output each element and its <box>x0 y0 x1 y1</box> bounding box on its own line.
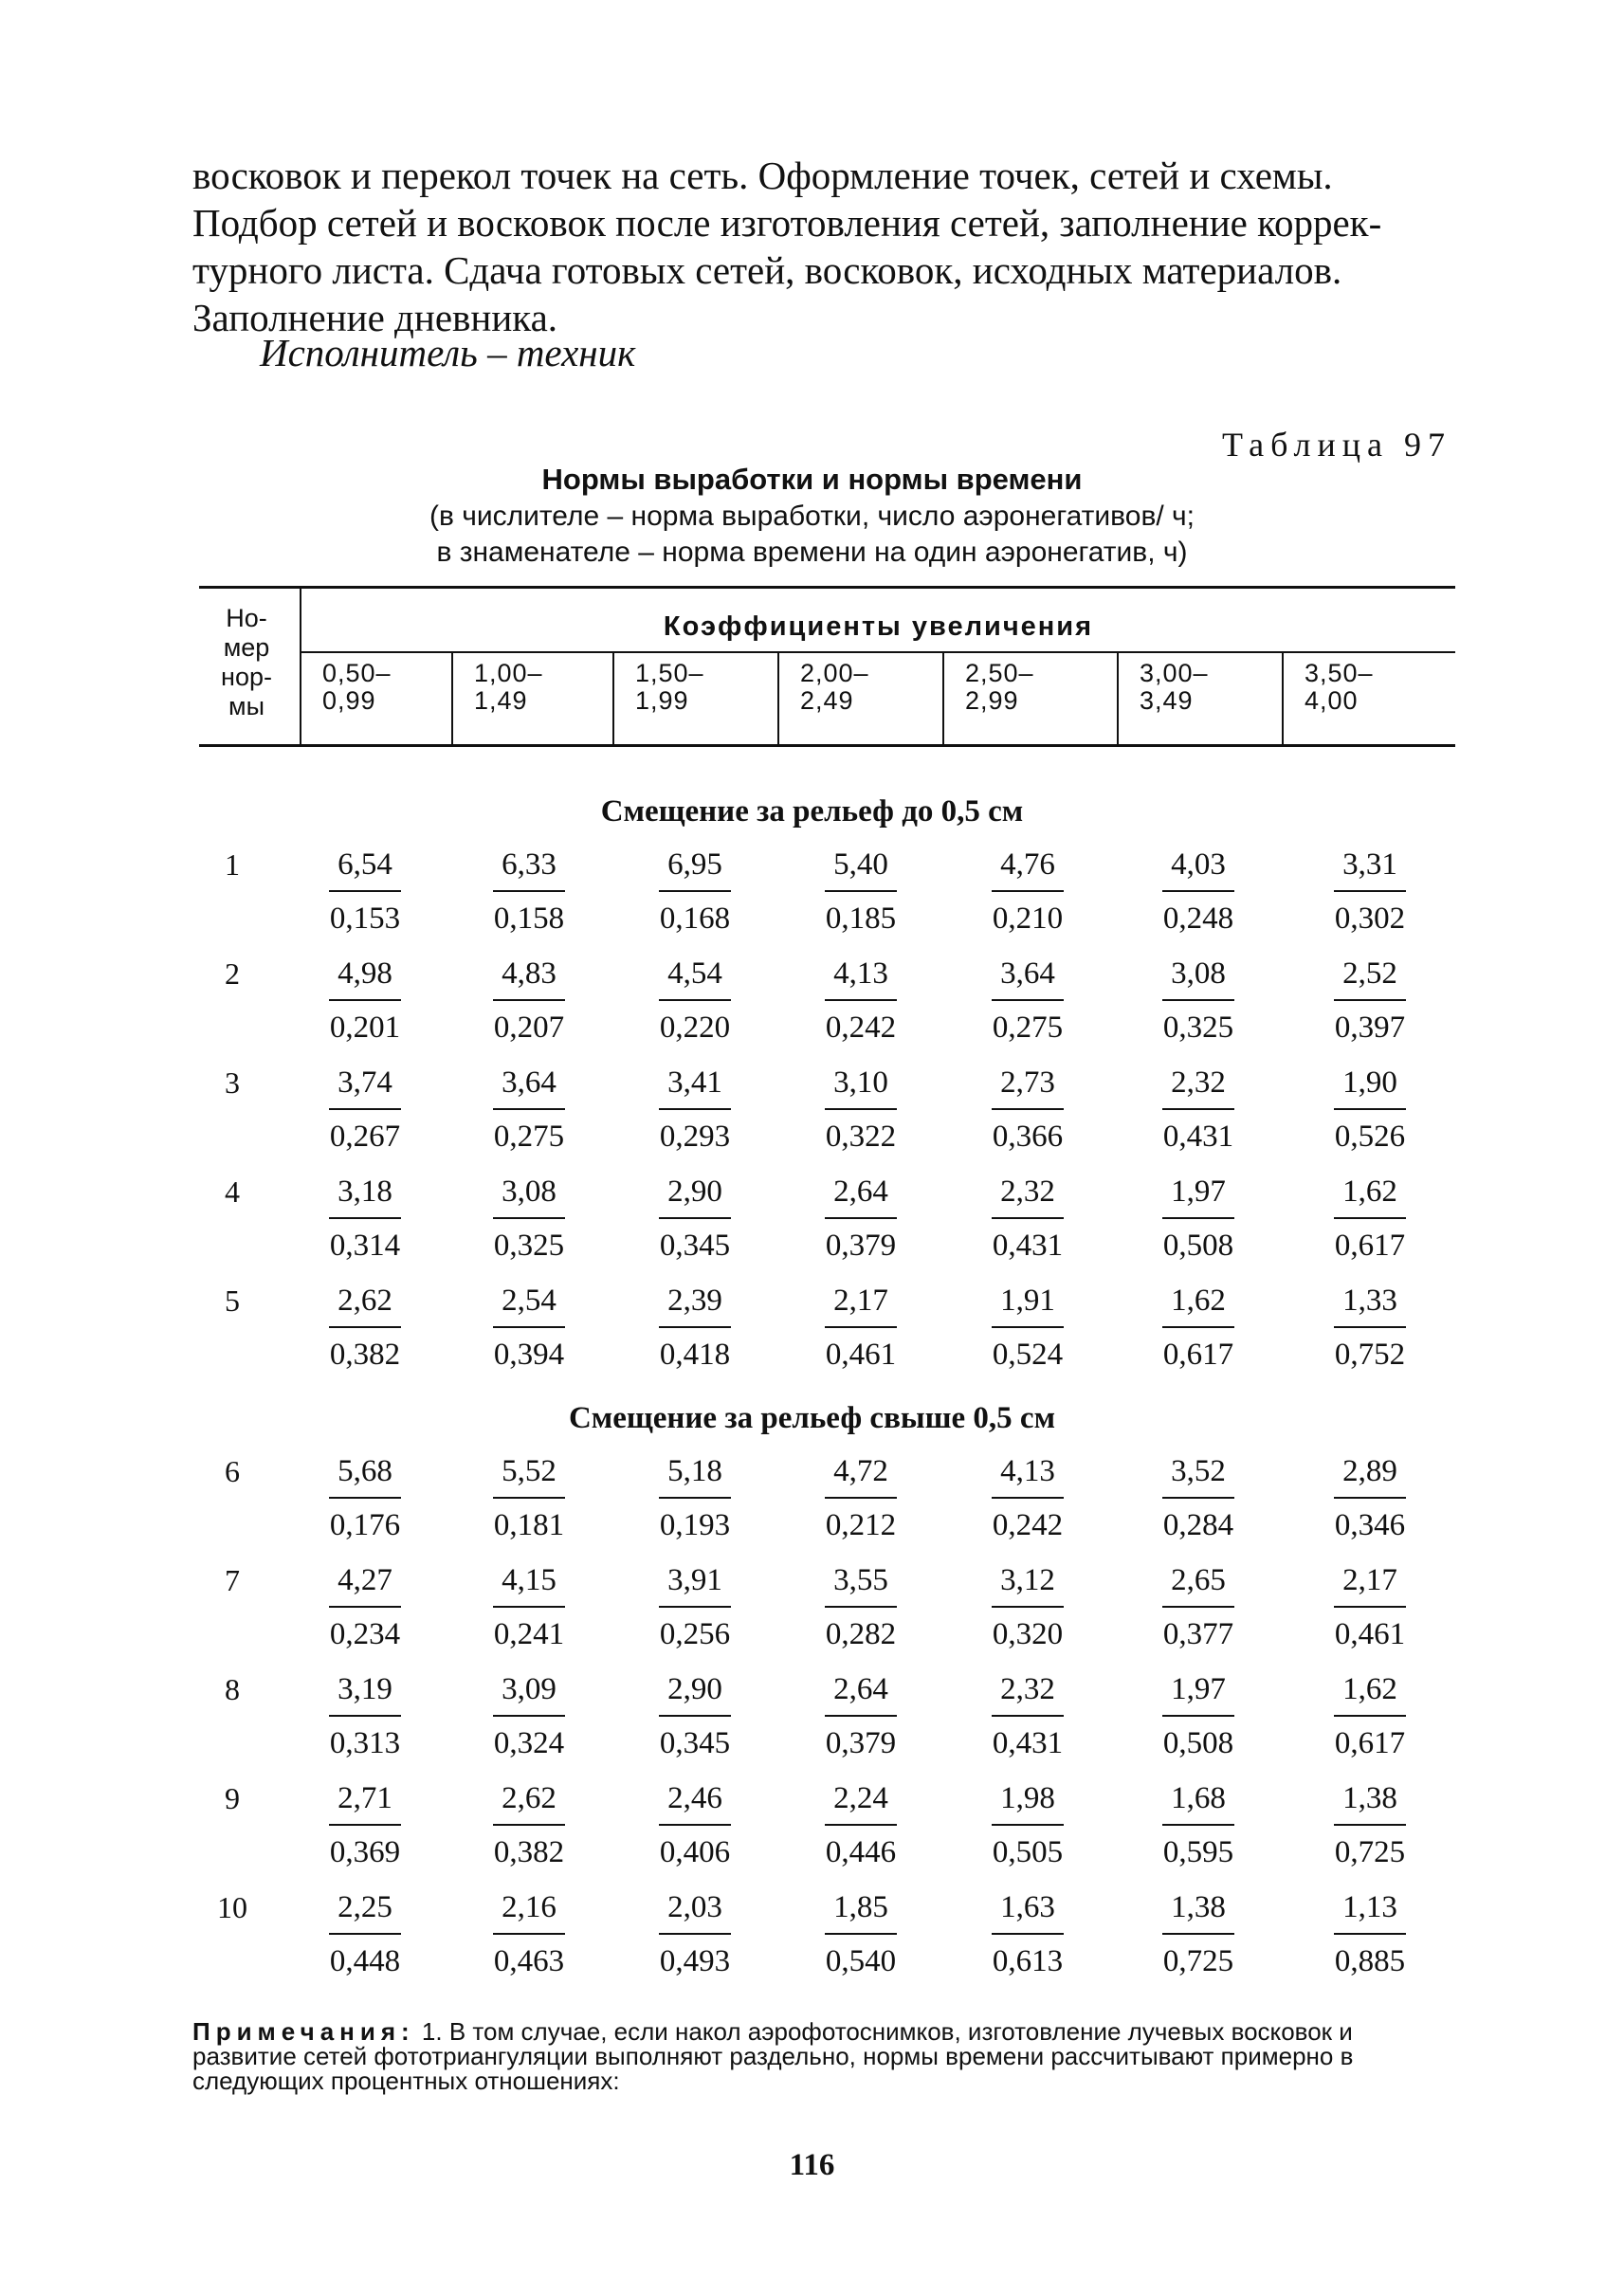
range-header: 3,00– 3,49 <box>1140 659 1209 715</box>
time-norm-value: 0,267 <box>329 1120 401 1154</box>
norm-fraction-cell <box>1318 847 1422 937</box>
norm-fraction-cell <box>976 1890 1080 1979</box>
time-norm-value: 0,185 <box>825 902 897 936</box>
output-rate-value: 1,38 <box>1171 1890 1226 1924</box>
norm-fraction-cell <box>477 847 581 937</box>
table-title: Нормы выработки и нормы времени <box>541 463 1083 496</box>
norm-fraction-cell <box>313 1284 417 1373</box>
table-subtitle: в знаменателе – норма времени на один аэронегатив, ч) <box>436 537 1188 568</box>
intro-line: турного листа. Сдача готовых сетей, восковок, исходных материалов. <box>192 248 1342 292</box>
norm-fraction-cell <box>477 1284 581 1373</box>
norm-fraction-cell <box>1318 1066 1422 1155</box>
norm-fraction-cell <box>643 1175 747 1264</box>
range-header: 3,50– 4,00 <box>1305 659 1374 715</box>
norm-number: 7 <box>225 1563 240 1597</box>
time-norm-value: 0,613 <box>992 1944 1064 1978</box>
norm-fraction-cell <box>313 1672 417 1761</box>
time-norm-value: 0,345 <box>659 1726 731 1760</box>
time-norm-value: 0,505 <box>992 1835 1064 1869</box>
performer-line: Исполнитель – техник <box>260 331 636 374</box>
output-rate-value: 2,62 <box>502 1781 557 1815</box>
output-rate-value: 1,62 <box>1342 1175 1397 1209</box>
time-norm-value: 0,314 <box>329 1229 401 1263</box>
time-norm-value: 0,220 <box>659 1011 731 1045</box>
norm-fraction-cell <box>1146 1890 1250 1979</box>
time-norm-value: 0,461 <box>1334 1617 1406 1651</box>
output-rate-value: 2,62 <box>338 1284 392 1318</box>
norm-fraction-cell <box>1146 1066 1250 1155</box>
output-rate-value: 4,03 <box>1171 847 1226 882</box>
norm-fraction-cell <box>477 1563 581 1652</box>
output-rate-value: 3,91 <box>667 1563 722 1597</box>
output-rate-value: 2,46 <box>667 1781 722 1815</box>
output-rate-value: 1,97 <box>1171 1175 1226 1209</box>
time-norm-value: 0,345 <box>659 1229 731 1263</box>
norm-fraction-cell <box>1146 1175 1250 1264</box>
norm-fraction-cell <box>809 847 913 937</box>
time-norm-value: 0,346 <box>1334 1508 1406 1542</box>
output-rate-value: 3,18 <box>338 1175 392 1209</box>
output-rate-value: 2,17 <box>1342 1563 1397 1597</box>
output-rate-value: 4,98 <box>338 956 392 991</box>
output-rate-value: 1,97 <box>1171 1672 1226 1706</box>
output-rate-value: 1,38 <box>1342 1781 1397 1815</box>
norm-fraction-cell <box>477 1454 581 1543</box>
output-rate-value: 1,91 <box>1000 1284 1055 1318</box>
norm-fraction-cell <box>1318 1454 1422 1543</box>
output-rate-value: 4,54 <box>667 956 722 991</box>
output-rate-value: 3,64 <box>1000 956 1055 991</box>
output-rate-value: 1,98 <box>1000 1781 1055 1815</box>
output-rate-value: 3,74 <box>338 1066 392 1100</box>
time-norm-value: 0,176 <box>329 1508 401 1542</box>
output-rate-value: 3,19 <box>338 1672 392 1706</box>
time-norm-value: 0,617 <box>1334 1229 1406 1263</box>
time-norm-value: 0,193 <box>659 1508 731 1542</box>
norm-header-line: мер <box>223 633 270 662</box>
norm-number: 8 <box>225 1672 240 1706</box>
norm-fraction-cell <box>477 1672 581 1761</box>
time-norm-value: 0,446 <box>825 1835 897 1869</box>
output-rate-value: 2,17 <box>833 1284 888 1318</box>
table-header <box>199 586 1455 747</box>
output-rate-value: 1,63 <box>1000 1890 1055 1924</box>
norm-number: 1 <box>225 847 240 882</box>
time-norm-value: 0,153 <box>329 902 401 936</box>
output-rate-value: 2,32 <box>1000 1672 1055 1706</box>
time-norm-value: 0,248 <box>1162 902 1234 936</box>
intro-line: восковок и перекол точек на сеть. Оформление точек, сетей и схемы. <box>192 154 1333 197</box>
norm-fraction-cell <box>313 1175 417 1264</box>
norm-fraction-cell <box>1318 1563 1422 1652</box>
norm-fraction-cell <box>976 1781 1080 1870</box>
norm-fraction-cell <box>643 1672 747 1761</box>
norm-fraction-cell <box>643 1066 747 1155</box>
time-norm-value: 0,282 <box>825 1617 897 1651</box>
norm-fraction-cell <box>809 956 913 1046</box>
time-norm-value: 0,324 <box>493 1726 565 1760</box>
output-rate-value: 2,64 <box>833 1672 888 1706</box>
intro-paragraph <box>192 152 1451 341</box>
norm-number: 2 <box>225 956 240 991</box>
output-rate-value: 3,64 <box>502 1066 557 1100</box>
time-norm-value: 0,256 <box>659 1617 731 1651</box>
time-norm-value: 0,526 <box>1334 1120 1406 1154</box>
time-norm-value: 0,493 <box>659 1944 731 1978</box>
output-rate-value: 3,31 <box>1342 847 1397 882</box>
time-norm-value: 0,158 <box>493 902 565 936</box>
range-header: 1,50– 1,99 <box>635 659 704 715</box>
norm-fraction-cell <box>809 1672 913 1761</box>
output-rate-value: 5,52 <box>502 1454 557 1488</box>
norm-fraction-cell <box>976 1563 1080 1652</box>
time-norm-value: 0,275 <box>992 1011 1064 1045</box>
norm-fraction-cell <box>477 1066 581 1155</box>
output-rate-value: 1,33 <box>1342 1284 1397 1318</box>
time-norm-value: 0,201 <box>329 1011 401 1045</box>
norm-fraction-cell <box>1318 956 1422 1046</box>
norm-fraction-cell <box>976 1175 1080 1264</box>
output-rate-value: 1,85 <box>833 1890 888 1924</box>
output-rate-value: 4,72 <box>833 1454 888 1488</box>
output-rate-value: 5,18 <box>667 1454 722 1488</box>
norm-fraction-cell <box>643 1563 747 1652</box>
time-norm-value: 0,379 <box>825 1229 897 1263</box>
output-rate-value: 3,52 <box>1171 1454 1226 1488</box>
output-rate-value: 1,90 <box>1342 1066 1397 1100</box>
time-norm-value: 0,242 <box>992 1508 1064 1542</box>
norm-fraction-cell <box>643 1454 747 1543</box>
output-rate-value: 2,25 <box>338 1890 392 1924</box>
time-norm-value: 0,322 <box>825 1120 897 1154</box>
time-norm-value: 0,595 <box>1162 1835 1234 1869</box>
output-rate-value: 2,64 <box>833 1175 888 1209</box>
norm-number: 4 <box>225 1175 240 1209</box>
norm-fraction-cell <box>643 1284 747 1373</box>
time-norm-value: 0,377 <box>1162 1617 1234 1651</box>
norm-fraction-cell <box>643 847 747 937</box>
norm-fraction-cell <box>477 956 581 1046</box>
time-norm-value: 0,725 <box>1162 1944 1234 1978</box>
output-rate-value: 3,08 <box>1171 956 1226 991</box>
norm-fraction-cell <box>643 1781 747 1870</box>
output-rate-value: 1,62 <box>1171 1284 1226 1318</box>
output-rate-value: 5,40 <box>833 847 888 882</box>
time-norm-value: 0,210 <box>992 902 1064 936</box>
norm-number: 10 <box>217 1890 247 1924</box>
time-norm-value: 0,418 <box>659 1338 731 1372</box>
time-norm-value: 0,725 <box>1334 1835 1406 1869</box>
time-norm-value: 0,461 <box>825 1338 897 1372</box>
norm-fraction-cell <box>809 1175 913 1264</box>
time-norm-value: 0,885 <box>1334 1944 1406 1978</box>
table-subtitle: (в числителе – норма выработки, число аэронегативов/ ч; <box>429 501 1195 532</box>
time-norm-value: 0,524 <box>992 1338 1064 1372</box>
time-norm-value: 0,508 <box>1162 1726 1234 1760</box>
norm-fraction-cell <box>313 1890 417 1979</box>
norm-fraction-cell <box>1146 1563 1250 1652</box>
section-title: Смещение за рельеф свыше 0,5 см <box>568 1401 1056 1435</box>
time-norm-value: 0,275 <box>493 1120 565 1154</box>
range-header: 0,50– 0,99 <box>322 659 392 715</box>
norm-fraction-cell <box>1146 1781 1250 1870</box>
time-norm-value: 0,234 <box>329 1617 401 1651</box>
norm-fraction-cell <box>313 1454 417 1543</box>
output-rate-value: 2,90 <box>667 1175 722 1209</box>
time-norm-value: 0,181 <box>493 1508 565 1542</box>
time-norm-value: 0,463 <box>493 1944 565 1978</box>
output-rate-value: 6,33 <box>502 847 557 882</box>
time-norm-value: 0,540 <box>825 1944 897 1978</box>
norm-fraction-cell <box>1318 1781 1422 1870</box>
norm-fraction-cell <box>809 1781 913 1870</box>
output-rate-value: 2,65 <box>1171 1563 1226 1597</box>
output-rate-value: 2,24 <box>833 1781 888 1815</box>
norm-number: 3 <box>225 1066 240 1100</box>
norm-fraction-cell <box>809 1454 913 1543</box>
norm-fraction-cell <box>809 1890 913 1979</box>
time-norm-value: 0,366 <box>992 1120 1064 1154</box>
norm-fraction-cell <box>976 1454 1080 1543</box>
norm-number: 5 <box>225 1284 240 1318</box>
norm-fraction-cell <box>1146 1454 1250 1543</box>
norm-fraction-cell <box>809 1066 913 1155</box>
time-norm-value: 0,379 <box>825 1726 897 1760</box>
output-rate-value: 4,15 <box>502 1563 557 1597</box>
time-norm-value: 0,431 <box>992 1229 1064 1263</box>
time-norm-value: 0,313 <box>329 1726 401 1760</box>
output-rate-value: 2,32 <box>1171 1066 1226 1100</box>
output-rate-value: 4,13 <box>1000 1454 1055 1488</box>
range-header: 1,00– 1,49 <box>474 659 543 715</box>
output-rate-value: 1,13 <box>1342 1890 1397 1924</box>
output-rate-value: 2,52 <box>1342 956 1397 991</box>
time-norm-value: 0,325 <box>493 1229 565 1263</box>
norm-fraction-cell <box>976 1672 1080 1761</box>
output-rate-value: 3,41 <box>667 1066 722 1100</box>
output-rate-value: 4,83 <box>502 956 557 991</box>
norm-header-line: Но- <box>226 604 267 632</box>
norm-fraction-cell <box>313 1066 417 1155</box>
norm-fraction-cell <box>313 956 417 1046</box>
norm-fraction-cell <box>477 1781 581 1870</box>
norm-number-header <box>199 604 294 721</box>
table-number: Таблица 97 <box>1222 426 1451 464</box>
table-notes <box>192 2019 1453 2093</box>
section-title: Смещение за рельеф до 0,5 см <box>600 794 1024 829</box>
time-norm-value: 0,369 <box>329 1835 401 1869</box>
output-rate-value: 3,08 <box>502 1175 557 1209</box>
norm-fraction-cell <box>313 847 417 937</box>
time-norm-value: 0,293 <box>659 1120 731 1154</box>
norm-fraction-cell <box>1146 847 1250 937</box>
output-rate-value: 1,68 <box>1171 1781 1226 1815</box>
output-rate-value: 3,55 <box>833 1563 888 1597</box>
range-header: 2,50– 2,99 <box>965 659 1034 715</box>
output-rate-value: 5,68 <box>338 1454 392 1488</box>
norm-fraction-cell <box>1146 1284 1250 1373</box>
output-rate-value: 3,10 <box>833 1066 888 1100</box>
time-norm-value: 0,242 <box>825 1011 897 1045</box>
norm-fraction-cell <box>809 1563 913 1652</box>
time-norm-value: 0,212 <box>825 1508 897 1542</box>
norm-fraction-cell <box>976 1066 1080 1155</box>
norm-fraction-cell <box>1318 1284 1422 1373</box>
output-rate-value: 4,13 <box>833 956 888 991</box>
time-norm-value: 0,406 <box>659 1835 731 1869</box>
norm-fraction-cell <box>643 956 747 1046</box>
time-norm-value: 0,431 <box>992 1726 1064 1760</box>
norm-number: 6 <box>225 1454 240 1488</box>
norm-fraction-cell <box>643 1890 747 1979</box>
output-rate-value: 3,12 <box>1000 1563 1055 1597</box>
output-rate-value: 2,39 <box>667 1284 722 1318</box>
range-header: 2,00– 2,49 <box>800 659 869 715</box>
time-norm-value: 0,617 <box>1162 1338 1234 1372</box>
time-norm-value: 0,397 <box>1334 1011 1406 1045</box>
norm-fraction-cell <box>313 1563 417 1652</box>
time-norm-value: 0,431 <box>1162 1120 1234 1154</box>
norm-fraction-cell <box>477 1890 581 1979</box>
time-norm-value: 0,394 <box>493 1338 565 1372</box>
norm-number: 9 <box>225 1781 240 1815</box>
intro-line: Подбор сетей и восковок после изготовления сетей, заполнение коррек- <box>192 201 1382 245</box>
norm-fraction-cell <box>1318 1672 1422 1761</box>
time-norm-value: 0,382 <box>493 1835 565 1869</box>
output-rate-value: 1,62 <box>1342 1672 1397 1706</box>
output-rate-value: 3,09 <box>502 1672 557 1706</box>
time-norm-value: 0,284 <box>1162 1508 1234 1542</box>
time-norm-value: 0,382 <box>329 1338 401 1372</box>
time-norm-value: 0,302 <box>1334 902 1406 936</box>
time-norm-value: 0,617 <box>1334 1726 1406 1760</box>
output-rate-value: 4,27 <box>338 1563 392 1597</box>
notes-label: Примечания: <box>192 2017 415 2046</box>
norm-fraction-cell <box>976 847 1080 937</box>
output-rate-value: 2,54 <box>502 1284 557 1318</box>
time-norm-value: 0,241 <box>493 1617 565 1651</box>
output-rate-value: 2,90 <box>667 1672 722 1706</box>
time-norm-value: 0,448 <box>329 1944 401 1978</box>
time-norm-value: 0,508 <box>1162 1229 1234 1263</box>
output-rate-value: 6,54 <box>338 847 392 882</box>
norm-fraction-cell <box>809 1284 913 1373</box>
output-rate-value: 2,89 <box>1342 1454 1397 1488</box>
magnification-group-header: Коэффициенты увеличения <box>663 611 1094 642</box>
output-rate-value: 2,16 <box>502 1890 557 1924</box>
norm-fraction-cell <box>1146 1672 1250 1761</box>
time-norm-value: 0,752 <box>1334 1338 1406 1372</box>
norm-fraction-cell <box>313 1781 417 1870</box>
page-number: 116 <box>789 2148 835 2182</box>
intro-line: Заполнение дневника. <box>192 296 558 339</box>
norm-fraction-cell <box>477 1175 581 1264</box>
norm-fraction-cell <box>1318 1890 1422 1979</box>
time-norm-value: 0,207 <box>493 1011 565 1045</box>
norm-fraction-cell <box>976 1284 1080 1373</box>
time-norm-value: 0,168 <box>659 902 731 936</box>
output-rate-value: 2,73 <box>1000 1066 1055 1100</box>
output-rate-value: 2,71 <box>338 1781 392 1815</box>
output-rate-value: 2,03 <box>667 1890 722 1924</box>
norm-fraction-cell <box>1146 956 1250 1046</box>
norm-header-line: мы <box>228 692 265 720</box>
time-norm-value: 0,320 <box>992 1617 1064 1651</box>
norm-fraction-cell <box>976 956 1080 1046</box>
norm-fraction-cell <box>1318 1175 1422 1264</box>
output-rate-value: 2,32 <box>1000 1175 1055 1209</box>
output-rate-value: 6,95 <box>667 847 722 882</box>
norm-header-line: нор- <box>221 663 272 691</box>
output-rate-value: 4,76 <box>1000 847 1055 882</box>
time-norm-value: 0,325 <box>1162 1011 1234 1045</box>
notes-text: 1. В том случае, если накол аэрофотоснимков, изготовление лучевых восковок и развитие сетей фототриангуляции выполняют раздельно, нормы времени рассчитывают примерно в следующих процентных отношениях: <box>192 2017 1354 2095</box>
